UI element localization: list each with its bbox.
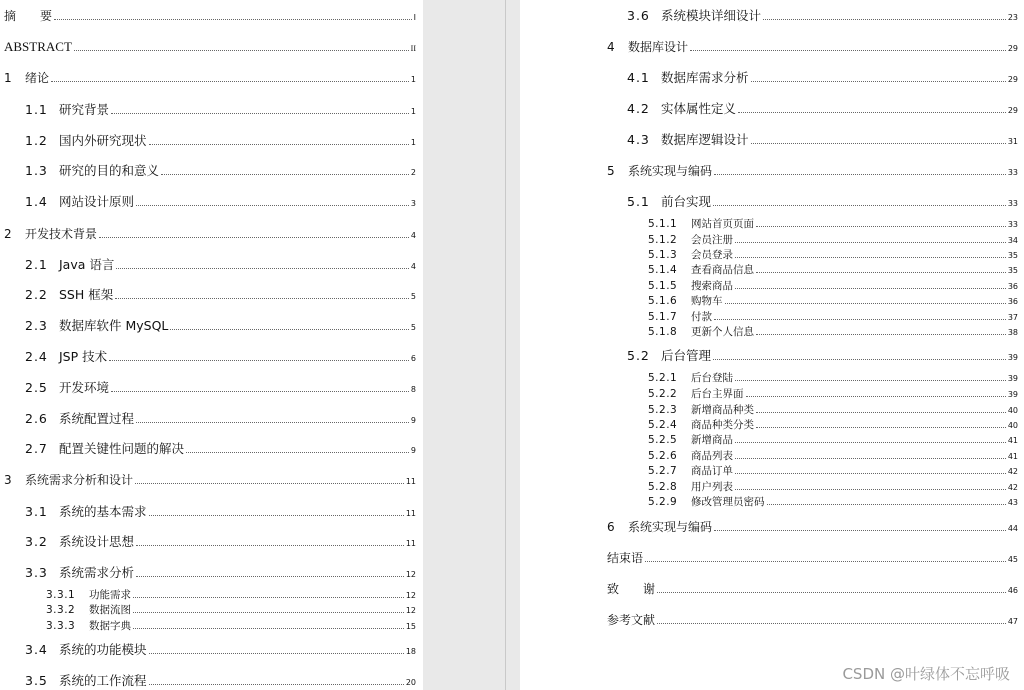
dot-leader	[136, 205, 409, 206]
toc-entry-number: 6	[607, 520, 615, 534]
toc-entry-number: 5.2.8	[648, 481, 678, 493]
toc-entry-title: 查看商品信息	[691, 264, 754, 276]
toc-entry-number: 2.2	[25, 287, 48, 302]
toc-entry-number: 3.2	[25, 534, 48, 549]
toc-entry[interactable]	[25, 381, 416, 395]
toc-entry-page-number: 33	[1007, 220, 1018, 229]
toc-entry-number: 2.4	[25, 349, 48, 364]
toc-entry-page-number: 4	[410, 262, 416, 271]
toc-entry-title: 商品种类分类	[691, 419, 754, 431]
toc-entry[interactable]	[25, 258, 416, 272]
toc-entry-number: 5.2.5	[648, 434, 678, 446]
toc-entry-number: 1.1	[25, 102, 48, 117]
toc-entry-title: 数据库设计	[628, 40, 689, 54]
toc-entry-title: 商品列表	[691, 450, 733, 462]
toc-entry[interactable]	[648, 311, 1018, 323]
dot-leader	[136, 576, 404, 577]
toc-entry[interactable]	[46, 604, 416, 616]
toc-entry-page-number: 40	[1007, 406, 1018, 415]
toc-entry-title: JSP 技术	[59, 349, 108, 364]
dot-leader	[133, 628, 404, 629]
dot-leader	[99, 237, 409, 238]
toc-entry[interactable]	[25, 319, 416, 333]
dot-leader	[714, 530, 1006, 531]
toc-entry-title: 新增商品种类	[691, 404, 754, 416]
dot-leader	[74, 50, 409, 51]
dot-leader	[713, 205, 1006, 206]
toc-entry-number: 4.1	[627, 70, 650, 85]
toc-entry-number: 3.6	[627, 8, 650, 23]
toc-entry-title: 搜索商品	[691, 280, 733, 292]
toc-entry-number: 5.2.6	[648, 450, 678, 462]
toc-entry-number: 5.2.2	[648, 388, 678, 400]
toc-entry[interactable]	[648, 465, 1018, 477]
toc-entry-page-number: 18	[405, 647, 416, 656]
dot-leader	[751, 81, 1006, 82]
dot-leader	[767, 504, 1006, 505]
toc-entry[interactable]	[4, 473, 416, 487]
toc-entry[interactable]	[627, 9, 1018, 23]
toc-entry-page-number: 35	[1007, 266, 1018, 275]
toc-entry-page-number: 12	[405, 570, 416, 579]
dot-leader	[136, 545, 404, 546]
dot-leader	[735, 257, 1006, 258]
toc-entry-page-number: 45	[1007, 555, 1018, 564]
dot-leader	[111, 391, 409, 392]
dot-leader	[133, 597, 404, 598]
toc-entry-title: 配置关键性问题的解决	[59, 441, 185, 456]
toc-entry-title: 修改管理员密码	[691, 496, 765, 508]
dot-leader	[725, 303, 1006, 304]
toc-entry-number: 5.2.7	[648, 465, 678, 477]
toc-entry[interactable]	[25, 103, 416, 117]
toc-entry-number: 1.2	[25, 133, 48, 148]
toc-entry-number: 3.3.3	[46, 620, 76, 632]
toc-entry-page-number: 33	[1007, 168, 1018, 177]
dot-leader	[735, 473, 1006, 474]
toc-entry-title: 数据流图	[89, 604, 131, 616]
toc-entry-number: 3.5	[25, 673, 48, 688]
toc-entry-title: 后台主界面	[691, 388, 744, 400]
dot-leader	[714, 319, 1006, 320]
toc-entry-title: 结束语	[607, 551, 644, 565]
toc-entry-number: 5.2.1	[648, 372, 678, 384]
toc-entry[interactable]	[648, 496, 1018, 508]
toc-entry-title: 数据库逻辑设计	[661, 132, 749, 147]
toc-entry[interactable]	[25, 643, 416, 657]
toc-entry-title: 研究的目的和意义	[59, 163, 160, 178]
toc-entry-title: 系统实现与编码	[628, 520, 713, 534]
toc-entry-number: 2.6	[25, 411, 48, 426]
toc-entry-number: 3.4	[25, 642, 48, 657]
toc-entry[interactable]	[648, 419, 1018, 431]
watermark: CSDN @叶绿体不忘呼吸	[842, 665, 1010, 683]
toc-entry-page-number: 5	[410, 323, 416, 332]
toc-entry-page-number: 3	[410, 199, 416, 208]
toc-entry-page-number: 42	[1007, 467, 1018, 476]
toc-entry-page-number: 1	[410, 107, 416, 116]
toc-entry-page-number: 47	[1007, 617, 1018, 626]
dot-leader	[735, 288, 1006, 289]
toc-entry[interactable]	[25, 535, 416, 549]
toc-entry-page-number: 36	[1007, 297, 1018, 306]
toc-entry-title: 系统实现与编码	[628, 164, 713, 178]
toc-entry-page-number: 41	[1007, 452, 1018, 461]
toc-entry-page-number: 41	[1007, 436, 1018, 445]
toc-entry-page-number: 11	[405, 509, 416, 518]
toc-entry-title: 网站首页页面	[691, 218, 754, 230]
toc-entry-title: ABSTRACT	[4, 39, 72, 54]
toc-entry-title: 用户列表	[691, 481, 733, 493]
dot-leader	[149, 144, 409, 145]
toc-entry-title: 会员注册	[691, 234, 733, 246]
toc-entry[interactable]	[4, 71, 416, 85]
toc-entry-title: 后台登陆	[691, 372, 733, 384]
toc-entry[interactable]	[25, 566, 416, 580]
toc-entry-number: 1	[4, 71, 12, 85]
toc-entry-title: 数据库需求分析	[661, 70, 749, 85]
toc-entry-title: 会员登录	[691, 249, 733, 261]
toc-entry-page-number: 5	[410, 292, 416, 301]
toc-entry-number: 5.2.3	[648, 404, 678, 416]
toc-entry-title: 系统配置过程	[59, 411, 135, 426]
toc-entry[interactable]	[627, 71, 1018, 85]
toc-entry-number: 5.1.8	[648, 326, 678, 338]
toc-entry-number: 3.3.1	[46, 589, 76, 601]
toc-entry[interactable]	[627, 133, 1018, 147]
toc-entry-page-number: 9	[410, 446, 416, 455]
toc-entry-title: 开发技术背景	[25, 227, 98, 241]
toc-entry-page-number: 9	[410, 416, 416, 425]
dot-leader	[738, 112, 1006, 113]
dot-leader	[149, 653, 404, 654]
toc-entry[interactable]	[648, 295, 1018, 307]
toc-entry-page-number: 15	[405, 622, 416, 631]
toc-entry-page-number: 12	[405, 606, 416, 615]
toc-entry[interactable]	[648, 218, 1018, 230]
toc-entry[interactable]	[648, 450, 1018, 462]
toc-entry[interactable]	[648, 249, 1018, 261]
dot-leader	[149, 515, 404, 516]
toc-entry-number: 5.1.3	[648, 249, 678, 261]
toc-entry-number: 3.3.2	[46, 604, 76, 616]
toc-entry[interactable]	[607, 551, 1018, 565]
toc-entry-number: 2.7	[25, 441, 48, 456]
toc-entry[interactable]	[4, 40, 416, 54]
toc-entry[interactable]	[648, 372, 1018, 384]
toc-entry-title: 购物车	[691, 295, 723, 307]
toc-entry-page-number: 33	[1007, 199, 1018, 208]
page-divider	[505, 0, 506, 690]
dot-leader	[135, 483, 404, 484]
toc-entry[interactable]	[607, 164, 1018, 178]
toc-entry[interactable]	[648, 326, 1018, 338]
toc-entry[interactable]	[25, 288, 416, 302]
toc-entry-page-number: 1	[410, 138, 416, 147]
toc-entry-page-number: 39	[1007, 374, 1018, 383]
toc-entry-number: 5.2	[627, 348, 650, 363]
toc-entry-title: 研究背景	[59, 102, 110, 117]
toc-entry[interactable]	[648, 404, 1018, 416]
toc-entry-number: 2.1	[25, 257, 48, 272]
toc-entry-title: 新增商品	[691, 434, 733, 446]
toc-entry-page-number: 35	[1007, 251, 1018, 260]
toc-entry[interactable]	[4, 227, 416, 241]
toc-entry-number: 5.1.2	[648, 234, 678, 246]
toc-entry-title: 系统模块详细设计	[661, 8, 762, 23]
dot-leader	[756, 272, 1006, 273]
dot-leader	[657, 623, 1006, 624]
toc-entry-page-number: 1	[410, 75, 416, 84]
toc-entry-page-number: 2	[410, 168, 416, 177]
dot-leader	[763, 19, 1006, 20]
toc-entry-title: 数据库软件 MySQL	[59, 318, 169, 333]
toc-entry-title: 前台实现	[661, 194, 712, 209]
dot-leader	[111, 113, 409, 114]
toc-entry[interactable]	[648, 234, 1018, 246]
toc-entry-title: 摘 要	[4, 9, 53, 23]
toc-entry-page-number: 8	[410, 385, 416, 394]
toc-entry-number: 5.1	[627, 194, 650, 209]
toc-entry-number: 5.2.4	[648, 419, 678, 431]
toc-entry-number: 5.1.6	[648, 295, 678, 307]
toc-entry-title: 网站设计原则	[59, 194, 135, 209]
dot-leader	[714, 174, 1006, 175]
toc-entry[interactable]	[648, 434, 1018, 446]
toc-entry[interactable]	[627, 195, 1018, 209]
toc-entry[interactable]	[25, 134, 416, 148]
toc-entry-title: 功能需求	[89, 589, 131, 601]
toc-page-left	[0, 0, 423, 690]
toc-entry-number: 5.1.7	[648, 311, 678, 323]
toc-entry[interactable]	[607, 613, 1018, 627]
toc-entry[interactable]	[627, 102, 1018, 116]
dot-leader	[109, 360, 409, 361]
dot-leader	[149, 684, 404, 685]
toc-entry-page-number: 39	[1007, 390, 1018, 399]
toc-entry[interactable]	[4, 9, 416, 23]
toc-entry[interactable]	[607, 520, 1018, 534]
toc-entry-number: 3.3	[25, 565, 48, 580]
toc-entry[interactable]	[648, 481, 1018, 493]
toc-entry-number: 3	[4, 473, 12, 487]
toc-entry-page-number: 4	[410, 231, 416, 240]
toc-entry-page-number: 42	[1007, 483, 1018, 492]
toc-entry[interactable]	[46, 589, 416, 601]
dot-leader	[116, 268, 409, 269]
toc-entry-number: 5.2.9	[648, 496, 678, 508]
toc-entry-number: 4	[607, 40, 615, 54]
toc-entry-page-number: 29	[1007, 44, 1018, 53]
toc-entry[interactable]	[607, 40, 1018, 54]
toc-entry-number: 5	[607, 164, 615, 178]
toc-entry[interactable]	[25, 674, 416, 688]
toc-entry-title: 开发环境	[59, 380, 110, 395]
toc-entry-number: 5.1.5	[648, 280, 678, 292]
dot-leader	[751, 143, 1006, 144]
toc-entry-number: 1.4	[25, 194, 48, 209]
toc-entry-page-number: 11	[405, 539, 416, 548]
dot-leader	[54, 19, 412, 20]
toc-entry-number: 2.3	[25, 318, 48, 333]
dot-leader	[756, 412, 1006, 413]
toc-entry[interactable]	[46, 620, 416, 632]
toc-entry-page-number: 11	[405, 477, 416, 486]
toc-entry-page-number: 36	[1007, 282, 1018, 291]
toc-entry-number: 3.1	[25, 504, 48, 519]
toc-entry-title: 系统的功能模块	[59, 642, 147, 657]
toc-entry-title: Java 语言	[59, 257, 115, 272]
toc-entry-title: 参考文献	[607, 613, 656, 627]
toc-entry-title: 商品订单	[691, 465, 733, 477]
toc-entry-page-number: 46	[1007, 586, 1018, 595]
toc-entry-number: 2.5	[25, 380, 48, 395]
toc-entry-page-number: 40	[1007, 421, 1018, 430]
toc-entry-title: 更新个人信息	[691, 326, 754, 338]
dot-leader	[690, 50, 1006, 51]
dot-leader	[735, 489, 1006, 490]
toc-entry-page-number: 6	[410, 354, 416, 363]
toc-entry-title: 国内外研究现状	[59, 133, 147, 148]
toc-entry[interactable]	[25, 442, 416, 456]
toc-entry[interactable]	[607, 582, 1018, 596]
toc-entry-number: 5.1.1	[648, 218, 678, 230]
dot-leader	[657, 592, 1006, 593]
toc-entry-page-number: 12	[405, 591, 416, 600]
dot-leader	[735, 242, 1006, 243]
dot-leader	[756, 427, 1006, 428]
toc-entry-number: 2	[4, 227, 12, 241]
dot-leader	[115, 298, 409, 299]
toc-page-right	[520, 0, 1024, 690]
toc-entry-page-number: 23	[1007, 13, 1018, 22]
toc-entry-page-number: 39	[1007, 353, 1018, 362]
toc-entry[interactable]	[25, 412, 416, 426]
dot-leader	[735, 458, 1006, 459]
dot-leader	[735, 442, 1006, 443]
dot-leader	[746, 396, 1006, 397]
dot-leader	[161, 174, 409, 175]
toc-entry-number: 5.1.4	[648, 264, 678, 276]
toc-entry-page-number: 34	[1007, 236, 1018, 245]
toc-entry-title: 数据字典	[89, 620, 131, 632]
toc-entry[interactable]	[648, 388, 1018, 400]
toc-entry-title: 系统设计思想	[59, 534, 135, 549]
dot-leader	[133, 612, 404, 613]
dot-leader	[645, 561, 1006, 562]
dot-leader	[170, 329, 409, 330]
toc-entry-title: 付款	[691, 311, 712, 323]
toc-entry-page-number: 29	[1007, 106, 1018, 115]
toc-entry[interactable]	[648, 280, 1018, 292]
toc-entry-page-number: I	[413, 13, 416, 22]
dot-leader	[735, 380, 1006, 381]
toc-entry-page-number: 38	[1007, 328, 1018, 337]
toc-entry[interactable]	[25, 505, 416, 519]
toc-entry[interactable]	[627, 349, 1018, 363]
toc-entry-title: 后台管理	[661, 348, 712, 363]
toc-entry-title: 系统需求分析和设计	[25, 473, 134, 487]
toc-entry-title: 系统需求分析	[59, 565, 135, 580]
toc-entry-title: 绪论	[25, 71, 50, 85]
toc-entry-page-number: 43	[1007, 498, 1018, 507]
dot-leader	[136, 422, 409, 423]
toc-entry-title: 致 谢	[607, 582, 656, 596]
toc-entry-page-number: 37	[1007, 313, 1018, 322]
toc-entry-number: 1.3	[25, 163, 48, 178]
toc-entry-title: 实体属性定义	[661, 101, 737, 116]
toc-entry[interactable]	[25, 195, 416, 209]
dot-leader	[756, 334, 1006, 335]
toc-entry-number: 4.3	[627, 132, 650, 147]
toc-entry-number: 4.2	[627, 101, 650, 116]
toc-entry-title: SSH 框架	[59, 287, 114, 302]
toc-entry[interactable]	[25, 350, 416, 364]
toc-entry[interactable]	[648, 264, 1018, 276]
toc-entry-page-number: 20	[405, 678, 416, 687]
toc-entry-title: 系统的工作流程	[59, 673, 147, 688]
toc-entry-page-number: 44	[1007, 524, 1018, 533]
dot-leader	[186, 452, 409, 453]
toc-entry[interactable]	[25, 164, 416, 178]
toc-entry-page-number: II	[410, 44, 416, 53]
dot-leader	[756, 226, 1006, 227]
toc-entry-page-number: 31	[1007, 137, 1018, 146]
dot-leader	[51, 81, 409, 82]
dot-leader	[713, 359, 1006, 360]
toc-entry-title: 系统的基本需求	[59, 504, 147, 519]
toc-entry-page-number: 29	[1007, 75, 1018, 84]
